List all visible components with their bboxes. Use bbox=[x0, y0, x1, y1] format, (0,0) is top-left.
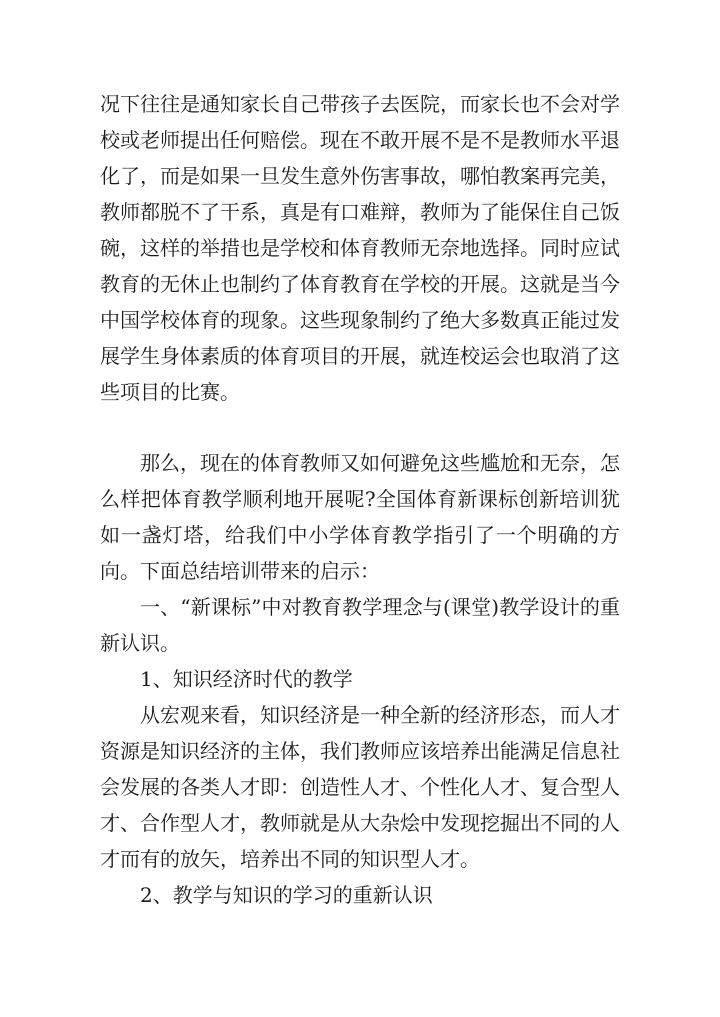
subsection-heading-2: 2、教学与知识的学习的重新认识 bbox=[140, 883, 433, 907]
subsection-heading-1: 1、知识经济时代的教学 bbox=[140, 667, 353, 691]
paragraph-knowledge-economy: 从宏观来看，知识经济是一种全新的经济形态，而人才资源是知识经济的主体，我们教师应该培养出能满足信息社会发展的各类人才即：创造性人才、个性化人才、复合型人才、合作型人才，教师就是从大杂烩中发现挖掘出不同的人才而有的放矢，培养出不同的知识型人才。 bbox=[100, 703, 620, 871]
paragraph-question: 那么，现在的体育教师又如何避免这些尴尬和无奈，怎么样把体育教学顺利地开展呢?全国体育新课标创新培训犹如一盏灯塔，给我们中小学体育教学指引了一个明确的方向。 bbox=[100, 451, 620, 583]
paragraph-continuation: 况下往往是通知家长自己带孩子去医院，而家长也不会对学校或老师提出任何赔偿。现在不敢开展不是不是教师水平退化了，而是如果一旦发生意外伤害事故，哪怕教案再完美，教师都脱不了干系，真是有口难辩，教师为了能保住自己饭碗，这样的举措也是学校和体育教师无奈地选择。同时应试教育的无休止也制约了体育教育在学校的开展。这就是当今中国学校体育的现象。这些现象制约了绝大多数真正能过发展学生身体素质的体育项目的开展，就连校运会也取消了这些项目的比赛。 bbox=[100, 92, 620, 404]
section-heading-1: 一、“新课标”中对教育教学理念与(课堂)教学设计的重新认识。 bbox=[100, 595, 620, 655]
paragraph-summary-intro: 下面总结培训带来的启示： bbox=[140, 559, 380, 583]
